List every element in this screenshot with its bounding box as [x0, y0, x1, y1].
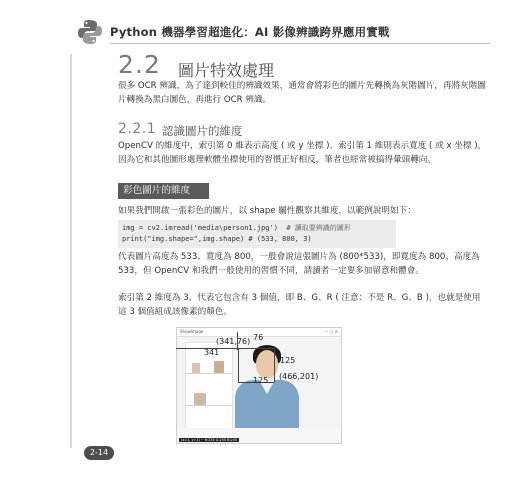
- annot-width: 125: [253, 376, 269, 385]
- annot-box-right: [274, 348, 275, 382]
- code-comment: # 讀取要辨識的圖形: [286, 224, 351, 232]
- section-number: 2.2: [118, 50, 161, 79]
- image-status: (x=1, y=1) ~ R:255 G:255 B:255: [181, 438, 238, 442]
- section-intro: 很多 OCR 辨識，為了達到較佳的辨識效果，通常會將彩色的圖片先轉換為灰階圖片，再將灰階圖片轉換為黑白圖色，再進行 OCR 辨識。: [118, 81, 486, 105]
- annot-offset-x: 341: [204, 348, 220, 357]
- annot-height: 125: [280, 356, 296, 365]
- code-block: [118, 220, 396, 248]
- annot-offset-y: 76: [253, 333, 264, 342]
- code-intro-paragraph: 如果我們開啟一張彩色的圖片，以 shape 屬性觀察其維度，以範例說明如下：: [118, 206, 416, 216]
- annot-box-top: [238, 348, 274, 349]
- subsection-number: 2.2.1: [118, 121, 157, 137]
- book-title: Python 機器學習超進化：AI 影像辨識跨界應用實戰: [110, 25, 390, 39]
- window-controls: — □ ✕: [324, 329, 338, 334]
- dimension-explanation: 代表圖片高度為 533、寬度為 800，一般會說這張圖片為 (800*533)，即寬度為 800、高度為 533，但 OpenCV 和我們一般使用的習慣不同，請讀者一定要多加留意和體會。: [118, 252, 480, 276]
- annot-start-point: (341,76): [216, 337, 251, 346]
- subsection-title: 認識圖片的維度: [162, 124, 243, 138]
- topic-label: 彩色圖片的維度: [118, 183, 209, 199]
- code-text: img = cv2.imread('media\person1.jpg'): [122, 224, 278, 232]
- subsection-paragraph: OpenCV 的維度中，索引第 0 維表示高度 ( 或 y 坐標 )、索引第 1 維則表示寬度 ( 或 x 坐標 )，因為它和其他圖形處理軟體坐標使用的習慣正好相反，筆者也經常被搞得暈頭轉向。: [118, 141, 487, 165]
- page-number: 2-14: [84, 446, 114, 460]
- window-title: ShowImage: [180, 329, 204, 334]
- channels-explanation: 索引第 2 維度為 3，代表它包含有 3 個值，即 B、G、R ( 注意：不是 R、G、B )，也就是使用這 3 個值組成該像素的顏色。: [118, 293, 481, 317]
- python-logo-icon: [76, 18, 104, 46]
- code-line-2: print("img.shape=",img.shape) # (533, 800, 3): [122, 234, 312, 243]
- screenshot-figure: [176, 327, 342, 444]
- annot-box-left: [238, 348, 239, 382]
- section-title: 圖片特效處理: [178, 61, 275, 80]
- margin-rule: [70, 54, 72, 448]
- header-divider: [110, 43, 490, 44]
- annot-end-point: (466,201): [279, 372, 319, 381]
- code-line-1: [122, 223, 392, 234]
